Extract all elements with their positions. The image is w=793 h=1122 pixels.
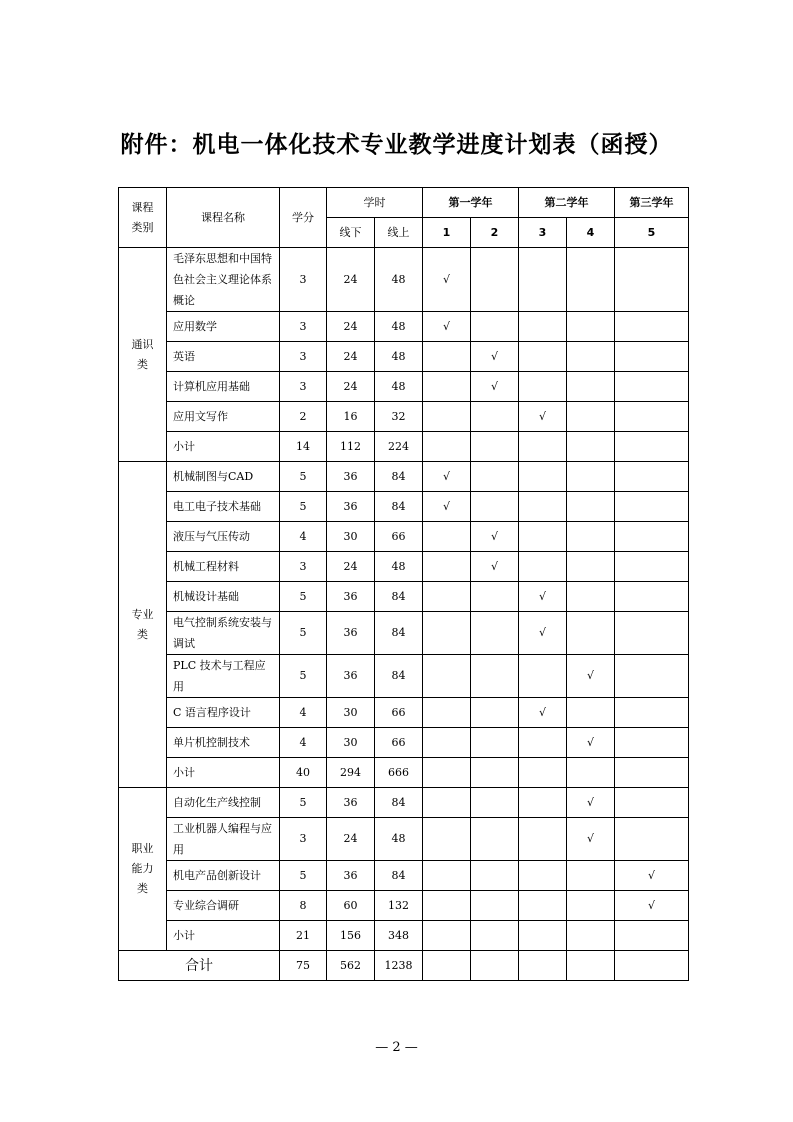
term-2-cell	[471, 342, 519, 372]
category-label: 职业 能力 类	[131, 842, 154, 895]
term-1-cell	[423, 342, 471, 372]
total-term-2-cell	[471, 951, 519, 981]
check-mark: √	[490, 559, 498, 573]
table-row	[119, 582, 689, 612]
online-hours-cell: 84	[375, 462, 423, 492]
course-name: 小计	[167, 758, 280, 788]
offline-hours-cell: 60	[327, 891, 375, 921]
term-5-cell	[615, 861, 689, 891]
online-hours-cell: 84	[375, 655, 423, 698]
term-2-cell	[471, 788, 519, 818]
offline-hours-cell: 16	[327, 402, 375, 432]
term-1-cell	[423, 891, 471, 921]
term-2-cell	[471, 655, 519, 698]
term-3-cell	[519, 698, 567, 728]
term-4-cell	[567, 552, 615, 582]
table-row	[119, 492, 689, 522]
table-row	[119, 402, 689, 432]
term-2-cell	[471, 818, 519, 861]
term-1-cell	[423, 655, 471, 698]
course-name: 机械工程材料	[167, 552, 280, 582]
online-hours-cell: 48	[375, 552, 423, 582]
term-3-cell	[519, 612, 567, 655]
online-hours-cell: 224	[375, 432, 423, 462]
online-hours-cell: 84	[375, 492, 423, 522]
table-row	[119, 552, 689, 582]
term-4-cell	[567, 921, 615, 951]
term-4-cell	[567, 522, 615, 552]
course-name: 计算机应用基础	[167, 372, 280, 402]
term-1-cell	[423, 492, 471, 522]
course-name: 应用文写作	[167, 402, 280, 432]
credit-cell: 3	[280, 552, 327, 582]
term-2-cell	[471, 312, 519, 342]
term-1-cell	[423, 728, 471, 758]
term-2-cell	[471, 462, 519, 492]
term-5-cell	[615, 462, 689, 492]
term-2-cell	[471, 492, 519, 522]
subtotal-row	[119, 432, 689, 462]
term-4-cell	[567, 312, 615, 342]
term-3-cell	[519, 891, 567, 921]
term-5-cell	[615, 342, 689, 372]
credit-cell: 5	[280, 612, 327, 655]
term-5-cell	[615, 492, 689, 522]
offline-hours-cell: 112	[327, 432, 375, 462]
term-2-cell	[471, 612, 519, 655]
term-5-cell	[615, 582, 689, 612]
term-3-cell	[519, 552, 567, 582]
term-2-cell	[471, 522, 519, 552]
page-number: — 2 —	[375, 1040, 418, 1055]
term-5-cell	[615, 655, 689, 698]
term-4-cell	[567, 462, 615, 492]
course-name: 小计	[167, 921, 280, 951]
term-1-cell	[423, 582, 471, 612]
online-hours-cell: 132	[375, 891, 423, 921]
term-4-cell	[567, 612, 615, 655]
credit-cell: 4	[280, 698, 327, 728]
course-name: 应用数学	[167, 312, 280, 342]
term-2-cell	[471, 402, 519, 432]
term-1-cell	[423, 698, 471, 728]
online-hours-cell: 666	[375, 758, 423, 788]
term-3-cell	[519, 248, 567, 312]
term-2-cell	[471, 861, 519, 891]
term-5-cell	[615, 921, 689, 951]
term-5-cell	[615, 432, 689, 462]
term-1-cell	[423, 248, 471, 312]
offline-hours-cell: 36	[327, 861, 375, 891]
course-name: 专业综合调研	[167, 891, 280, 921]
total-term-5-cell	[615, 951, 689, 981]
check-mark: √	[490, 379, 498, 393]
term-4-cell	[567, 372, 615, 402]
course-name: 液压与气压传动	[167, 522, 280, 552]
term-1-cell	[423, 312, 471, 342]
offline-hours-cell: 36	[327, 582, 375, 612]
offline-hours-cell: 24	[327, 342, 375, 372]
page-title: 附件：机电一体化技术专业教学进度计划表（函授）	[120, 132, 673, 158]
online-hours-cell: 84	[375, 861, 423, 891]
table-row	[119, 818, 689, 861]
header-term-3: 3	[519, 218, 567, 248]
term-5-cell	[615, 402, 689, 432]
category-label: 专业 类	[131, 607, 154, 641]
course-name: 电工电子技术基础	[167, 492, 280, 522]
total-term-4-cell	[567, 951, 615, 981]
online-hours-cell: 48	[375, 372, 423, 402]
header-year1: 第一学年	[423, 188, 519, 218]
total-label: 合计	[119, 951, 280, 981]
term-4-cell	[567, 861, 615, 891]
category-cell	[119, 788, 167, 951]
credit-cell: 4	[280, 728, 327, 758]
online-hours-cell: 66	[375, 522, 423, 552]
term-3-cell	[519, 788, 567, 818]
term-1-cell	[423, 552, 471, 582]
total-term-3-cell	[519, 951, 567, 981]
online-hours-cell: 84	[375, 788, 423, 818]
term-4-cell	[567, 788, 615, 818]
table-row	[119, 522, 689, 552]
credit-cell: 5	[280, 788, 327, 818]
table-row	[119, 462, 689, 492]
offline-hours-cell: 36	[327, 492, 375, 522]
term-2-cell	[471, 432, 519, 462]
table-row	[119, 788, 689, 818]
term-5-cell	[615, 248, 689, 312]
term-1-cell	[423, 921, 471, 951]
online-hours-cell: 84	[375, 582, 423, 612]
header-course-name: 课程名称	[167, 188, 280, 248]
table-row	[119, 312, 689, 342]
term-4-cell	[567, 698, 615, 728]
term-2-cell	[471, 728, 519, 758]
term-1-cell	[423, 788, 471, 818]
offline-hours-cell: 24	[327, 312, 375, 342]
offline-hours-cell: 36	[327, 462, 375, 492]
online-hours-cell: 48	[375, 312, 423, 342]
term-5-cell	[615, 612, 689, 655]
offline-hours-cell: 30	[327, 698, 375, 728]
term-1-cell	[423, 372, 471, 402]
term-5-cell	[615, 818, 689, 861]
term-3-cell	[519, 462, 567, 492]
credit-cell: 21	[280, 921, 327, 951]
credit-cell: 8	[280, 891, 327, 921]
offline-hours-cell: 36	[327, 655, 375, 698]
check-mark: √	[586, 832, 594, 845]
term-3-cell	[519, 492, 567, 522]
term-3-cell	[519, 312, 567, 342]
term-2-cell	[471, 921, 519, 951]
check-mark: √	[442, 319, 450, 333]
offline-hours-cell: 24	[327, 372, 375, 402]
check-mark: √	[538, 409, 546, 423]
check-mark: √	[586, 669, 594, 682]
check-mark: √	[586, 795, 594, 809]
table-row	[119, 248, 689, 312]
total-online: 1238	[375, 951, 423, 981]
term-3-cell	[519, 342, 567, 372]
term-1-cell	[423, 402, 471, 432]
credit-cell: 5	[280, 861, 327, 891]
term-5-cell	[615, 788, 689, 818]
credit-cell: 3	[280, 342, 327, 372]
offline-hours-cell: 24	[327, 818, 375, 861]
offline-hours-cell: 156	[327, 921, 375, 951]
term-5-cell	[615, 312, 689, 342]
term-4-cell	[567, 758, 615, 788]
offline-hours-cell: 294	[327, 758, 375, 788]
term-3-cell	[519, 921, 567, 951]
header-hours: 学时	[327, 188, 423, 218]
header-online: 线上	[375, 218, 423, 248]
header-category-text: 课程 类别	[131, 200, 154, 234]
term-1-cell	[423, 612, 471, 655]
online-hours-cell: 48	[375, 818, 423, 861]
term-5-cell	[615, 891, 689, 921]
term-1-cell	[423, 758, 471, 788]
table-row	[119, 655, 689, 698]
term-3-cell	[519, 582, 567, 612]
total-offline: 562	[327, 951, 375, 981]
term-3-cell	[519, 818, 567, 861]
course-name: 机械设计基础	[167, 582, 280, 612]
term-4-cell	[567, 492, 615, 522]
term-2-cell	[471, 582, 519, 612]
term-4-cell	[567, 655, 615, 698]
subtotal-row	[119, 921, 689, 951]
credit-cell: 3	[280, 248, 327, 312]
term-2-cell	[471, 891, 519, 921]
total-credit: 75	[280, 951, 327, 981]
header-offline: 线下	[327, 218, 375, 248]
online-hours-cell: 84	[375, 612, 423, 655]
credit-cell: 14	[280, 432, 327, 462]
course-name: 工业机器人编程与应用	[167, 818, 280, 861]
check-mark: √	[490, 349, 498, 363]
course-name: 机械制图与CAD	[167, 462, 280, 492]
credit-cell: 3	[280, 372, 327, 402]
term-1-cell	[423, 462, 471, 492]
offline-hours-cell: 36	[327, 788, 375, 818]
category-cell	[119, 248, 167, 462]
table-row	[119, 372, 689, 402]
table-row	[119, 728, 689, 758]
online-hours-cell: 66	[375, 728, 423, 758]
term-4-cell	[567, 728, 615, 758]
credit-cell: 5	[280, 655, 327, 698]
online-hours-cell: 48	[375, 248, 423, 312]
check-mark: √	[442, 272, 450, 286]
term-3-cell	[519, 861, 567, 891]
category-label: 通识 类	[131, 337, 154, 371]
credit-cell: 3	[280, 312, 327, 342]
term-5-cell	[615, 552, 689, 582]
total-term-1-cell	[423, 951, 471, 981]
term-2-cell	[471, 248, 519, 312]
term-2-cell	[471, 698, 519, 728]
offline-hours-cell: 24	[327, 248, 375, 312]
course-name: 毛泽东思想和中国特色社会主义理论体系概论	[167, 248, 280, 312]
category-cell	[119, 462, 167, 788]
course-name: 电气控制系统安装与调试	[167, 612, 280, 655]
header-term-2: 2	[471, 218, 519, 248]
header-row-1	[119, 188, 689, 218]
header-term-1: 1	[423, 218, 471, 248]
check-mark: √	[538, 626, 546, 639]
term-2-cell	[471, 758, 519, 788]
term-3-cell	[519, 728, 567, 758]
course-name: PLC 技术与工程应用	[167, 655, 280, 698]
offline-hours-cell: 24	[327, 552, 375, 582]
course-name: 英语	[167, 342, 280, 372]
online-hours-cell: 348	[375, 921, 423, 951]
term-5-cell	[615, 728, 689, 758]
credit-cell: 5	[280, 492, 327, 522]
credit-cell: 5	[280, 462, 327, 492]
term-5-cell	[615, 698, 689, 728]
header-credit: 学分	[280, 188, 327, 248]
term-4-cell	[567, 818, 615, 861]
term-1-cell	[423, 432, 471, 462]
header-term-4: 4	[567, 218, 615, 248]
offline-hours-cell: 30	[327, 728, 375, 758]
course-name: 小计	[167, 432, 280, 462]
online-hours-cell: 48	[375, 342, 423, 372]
credit-cell: 40	[280, 758, 327, 788]
online-hours-cell: 66	[375, 698, 423, 728]
check-mark: √	[586, 735, 594, 749]
table-body	[119, 188, 689, 981]
table-row	[119, 891, 689, 921]
header-category	[119, 188, 167, 248]
course-name: C 语言程序设计	[167, 698, 280, 728]
header-year3: 第三学年	[615, 188, 689, 218]
check-mark: √	[442, 499, 450, 513]
online-hours-cell: 32	[375, 402, 423, 432]
term-4-cell	[567, 432, 615, 462]
offline-hours-cell: 30	[327, 522, 375, 552]
teaching-plan-table	[118, 187, 689, 981]
check-mark: √	[538, 705, 546, 719]
term-1-cell	[423, 861, 471, 891]
term-4-cell	[567, 582, 615, 612]
check-mark: √	[490, 529, 498, 543]
total-row	[119, 951, 689, 981]
course-name: 机电产品创新设计	[167, 861, 280, 891]
term-3-cell	[519, 655, 567, 698]
term-3-cell	[519, 402, 567, 432]
credit-cell: 2	[280, 402, 327, 432]
credit-cell: 3	[280, 818, 327, 861]
header-year2: 第二学年	[519, 188, 615, 218]
check-mark: √	[647, 868, 655, 882]
term-3-cell	[519, 372, 567, 402]
table-row	[119, 342, 689, 372]
term-4-cell	[567, 248, 615, 312]
course-name: 单片机控制技术	[167, 728, 280, 758]
offline-hours-cell: 36	[327, 612, 375, 655]
term-1-cell	[423, 818, 471, 861]
term-4-cell	[567, 342, 615, 372]
term-1-cell	[423, 522, 471, 552]
credit-cell: 5	[280, 582, 327, 612]
term-2-cell	[471, 372, 519, 402]
term-5-cell	[615, 372, 689, 402]
term-5-cell	[615, 522, 689, 552]
credit-cell: 4	[280, 522, 327, 552]
term-3-cell	[519, 432, 567, 462]
term-5-cell	[615, 758, 689, 788]
check-mark: √	[647, 898, 655, 912]
term-4-cell	[567, 891, 615, 921]
header-term-5: 5	[615, 218, 689, 248]
term-3-cell	[519, 522, 567, 552]
table-row	[119, 861, 689, 891]
term-4-cell	[567, 402, 615, 432]
term-2-cell	[471, 552, 519, 582]
table-row	[119, 612, 689, 655]
subtotal-row	[119, 758, 689, 788]
course-name: 自动化生产线控制	[167, 788, 280, 818]
check-mark: √	[442, 469, 450, 483]
check-mark: √	[538, 589, 546, 603]
term-3-cell	[519, 758, 567, 788]
table-row	[119, 698, 689, 728]
